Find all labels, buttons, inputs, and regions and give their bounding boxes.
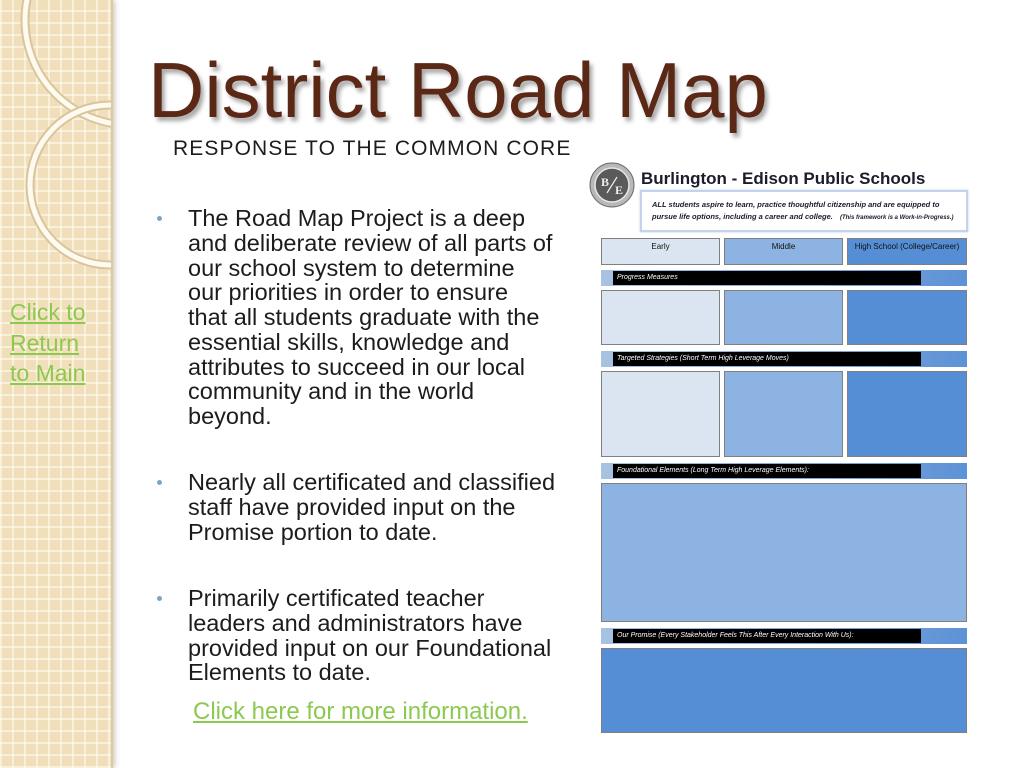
bullet-line: Nearly all certificated and classified (188, 469, 556, 495)
progress-high-school-cell (847, 290, 967, 345)
section-bar-targeted-strategies (601, 351, 967, 367)
column-header-high-school: High School (College/Career) (847, 238, 967, 265)
decorative-circle (30, 105, 113, 265)
strategies-early-cell (601, 371, 720, 457)
mission-box (640, 190, 968, 232)
section-label: Progress Measures (613, 271, 921, 285)
column-header-early: Early (601, 238, 720, 265)
strategies-high-school-cell (847, 371, 967, 457)
bullet-line: our priorities in order to ensure (188, 279, 509, 306)
progress-middle-cell (724, 290, 843, 345)
mission-text (652, 199, 958, 224)
bullet-line: leaders and administrators have (188, 609, 523, 636)
section-label: Our Promise (Every Stakeholder Feels This After Every Interaction With Us): (613, 629, 921, 643)
section-label: Targeted Strategies (Short Term High Leverage Moves) (613, 352, 921, 366)
progress-early-cell (601, 290, 720, 345)
return-to-main-link[interactable]: Click to Return to Main (10, 299, 86, 386)
bullet-line: our school system to determine (188, 254, 515, 281)
district-name: Burlington - Edison Public Schools (641, 169, 926, 188)
bullet-line: essential skills, knowledge and (188, 328, 510, 355)
bullet-line: Promise portion to date. (188, 518, 438, 545)
strategies-middle-cell (724, 371, 843, 457)
bullet-line: provided input on our Foundational (188, 634, 552, 661)
district-logo (589, 162, 635, 208)
our-promise-cell (601, 648, 967, 733)
logo-letter: B (600, 175, 610, 189)
slide-subtitle: RESPONSE TO THE COMMON CORE (173, 137, 572, 160)
bullet-item (188, 470, 555, 544)
sidebar-panel (0, 0, 113, 768)
sidebar-divider (111, 0, 113, 768)
bullet-line: beyond. (188, 403, 272, 429)
section-bar-our-promise (601, 628, 967, 644)
bullet-marker (157, 480, 162, 485)
bullet-marker (157, 216, 162, 221)
more-information-link[interactable]: Click here for more information. (193, 698, 528, 725)
decorative-circle (30, 105, 113, 265)
bullet-line: Elements to date. (188, 659, 371, 686)
bullet-line: The Road Map Project is a deep (188, 205, 526, 231)
bullet-line: Primarily certificated teacher (188, 585, 485, 611)
mission-note: (This framework is a Work-in-Progress.) (839, 215, 954, 221)
bullet-item (188, 586, 551, 685)
bullet-line: community and in the world (188, 378, 475, 405)
foundational-elements-cell (601, 483, 967, 622)
bullet-line: and deliberate review of all parts of (188, 229, 553, 256)
bullet-line: staff have provided input on the (188, 493, 516, 520)
section-label: Foundational Elements (Long Term High Leverage Elements): (613, 464, 921, 478)
logo-letter: E (614, 183, 624, 197)
section-bar-foundational-elements (601, 463, 967, 479)
bullet-marker (157, 596, 162, 601)
column-header-middle: Middle (724, 238, 843, 265)
bullet-item (188, 206, 552, 429)
bullet-line: that all students graduate with the (188, 304, 540, 330)
slide-title: District Road Map (148, 46, 768, 134)
section-bar-progress-measures (601, 270, 967, 286)
mission-statement: ALL students aspire to learn, practice thoughtful citizenship and are equipped to pursue life options, including a career and college. (652, 200, 940, 221)
framework-image (588, 160, 990, 736)
bullet-line: attributes to succeed in our local (188, 353, 526, 380)
